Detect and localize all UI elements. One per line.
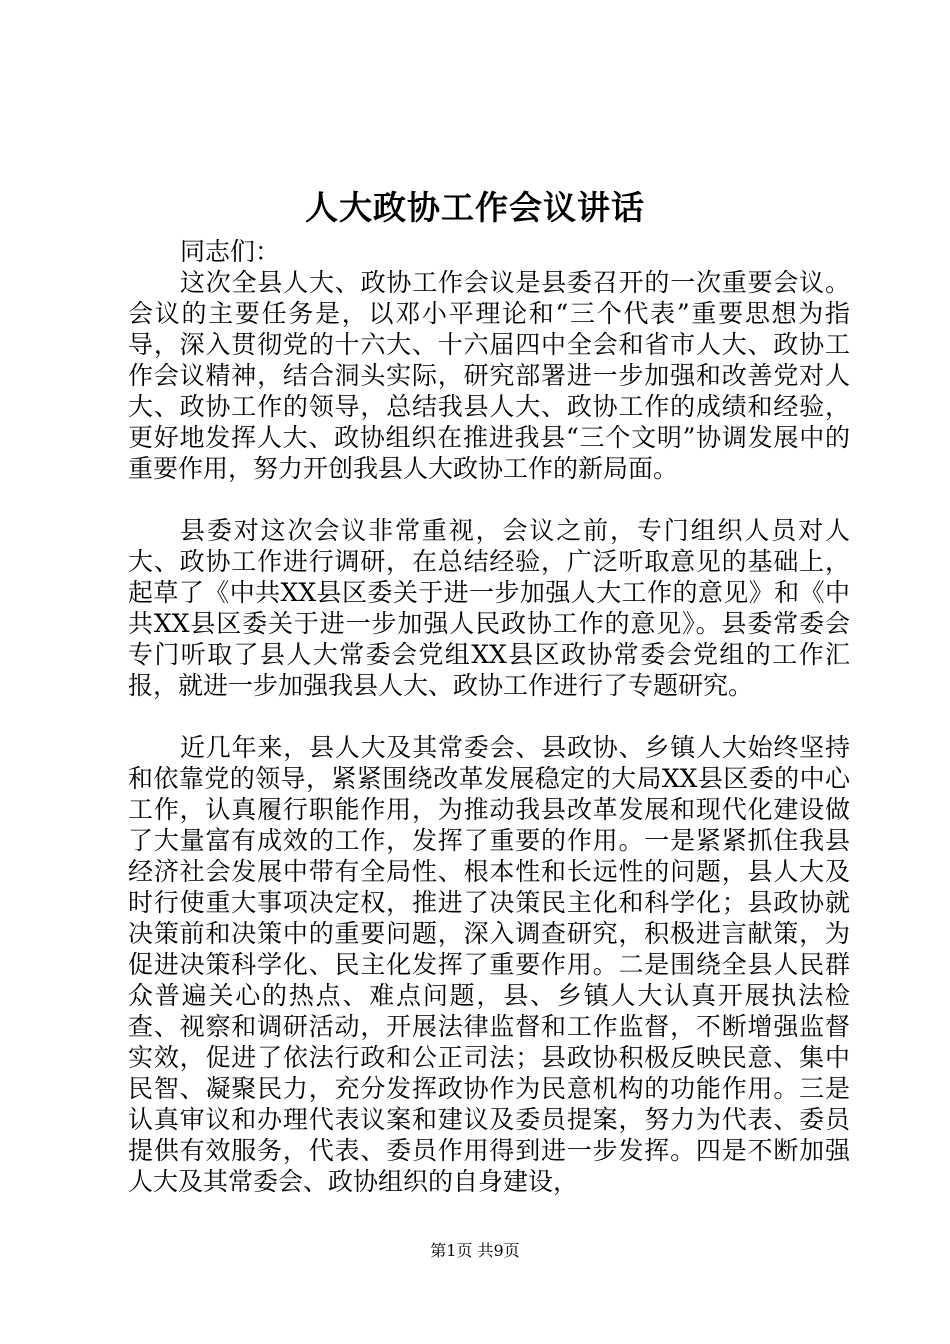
page-number-label: 第1页 共9页 — [430, 1241, 520, 1260]
document-body — [128, 236, 850, 1197]
document-title: 人大政协工作会议讲话 — [305, 188, 645, 227]
page-footer — [0, 1240, 950, 1262]
paragraph-2: 县委对这次会议非常重视，会议之前，专门组织人员对人大、政协工作进行调研，在总结经验，广泛听取意见的基础上，起草了《中共XX县区委关于进一步加强人大工作的意见》和《中共XX县区委关于进一步加强人民政协工作的意见》。县委常委会专门听取了县人大常委会党组XX县区政协常委会党组的工作汇报，就进一步加强我县人大、政协工作进行了专题研究。 — [128, 516, 850, 700]
salutation: 同志们： — [180, 237, 281, 266]
paragraph-1: 这次全县人大、政协工作会议是县委召开的一次重要会议。会议的主要任务是，以邓小平理论和“三个代表”重要思想为指导，深入贯彻党的十六大、十六届四中全会和省市人大、政协工作会议精神，结合洞头实际，研究部署进一步加强和改善党对人大、政协工作的领导，总结我县人大、政协工作的成绩和经验，更好地发挥人大、政协组织在推进我县“三个文明”协调发展中的重要作用，努力开创我县人大政协工作的新局面。 — [128, 268, 850, 483]
paragraph-3: 近几年来，县人大及其常委会、县政协、乡镇人大始终坚持和依靠党的领导，紧紧围绕改革发展稳定的大局XX县区委的中心工作，认真履行职能作用，为推动我县改革发展和现代化建设做了大量富有成效的工作，发挥了重要的作用。一是紧紧抓住我县经济社会发展中带有全局性、根本性和长远性的问题，县人大及时行使重大事项决定权，推进了决策民主化和科学化；县政协就决策前和决策中的重要问题，深入调查研究，积极进言献策，为促进决策科学化、民主化发挥了重要作用。二是围绕全县人民群众普遍关心的热点、难点问题，县、乡镇人大认真开展执法检查、视察和调研活动，开展法律监督和工作监督，不断增强监督实效，促进了依法行政和公正司法；县政协积极反映民意、集中民智、凝聚民力，充分发挥政协作为民意机构的功能作用。三是认真审议和办理代表议案和建议及委员提案，努力为代表、委员提供有效服务，代表、委员作用得到进一步发挥。四是不断加强人大及其常委会、政协组织的自身建设， — [128, 733, 850, 1196]
